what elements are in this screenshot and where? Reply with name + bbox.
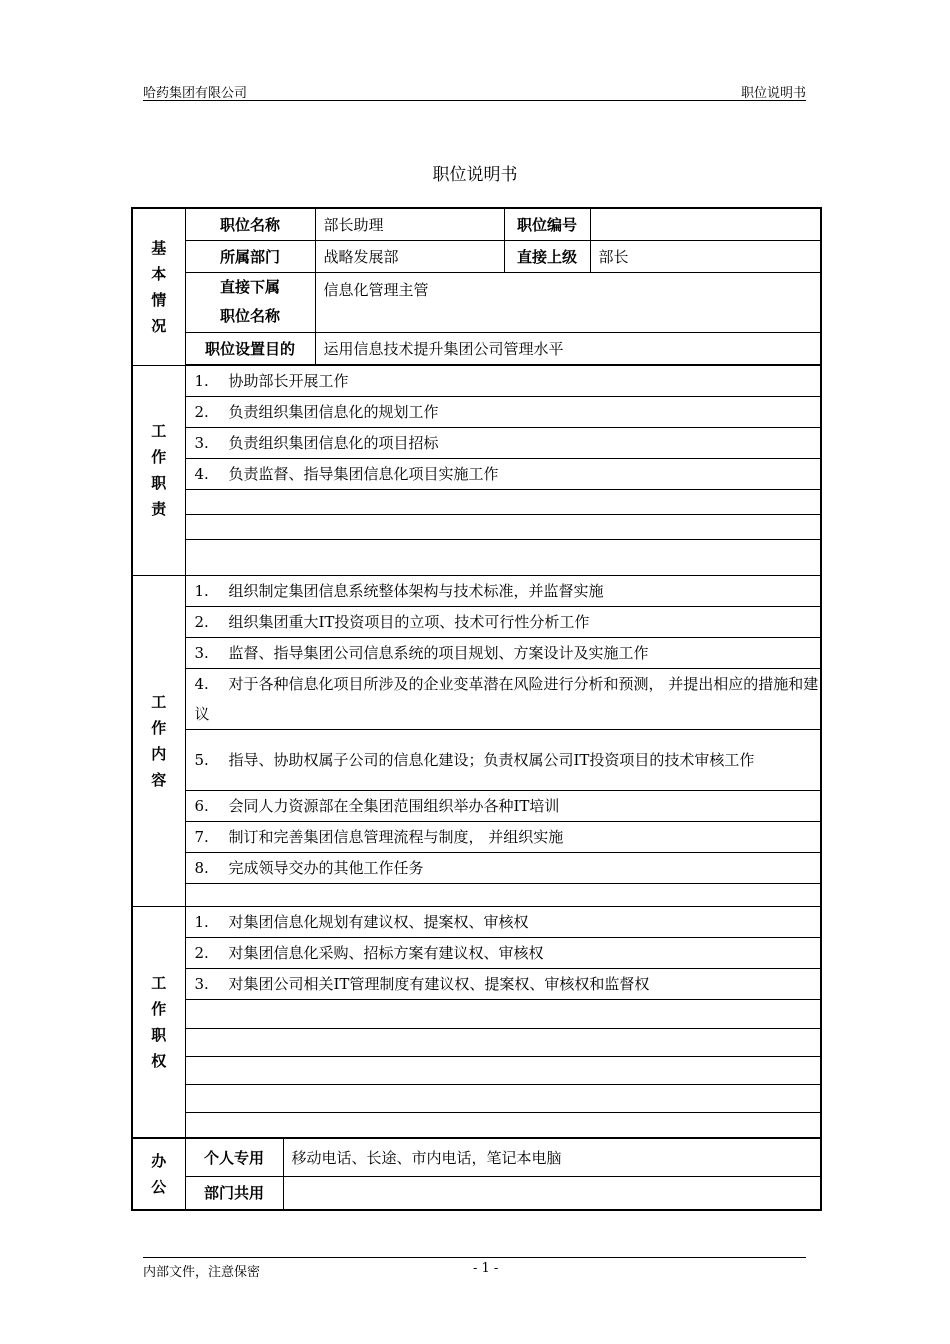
subordinate-label-line2: 职位名称 — [220, 307, 281, 325]
authority-num: 3. — [194, 974, 209, 993]
empty-row — [185, 514, 821, 539]
subordinate-label-line1: 直接下属 — [220, 278, 281, 296]
content-num: 8. — [194, 858, 209, 877]
empty-row — [185, 1028, 821, 1056]
department-value: 战略发展部 — [315, 240, 504, 272]
subordinate-label — [185, 272, 315, 332]
duty-num: 1. — [194, 371, 209, 390]
header-company: 哈药集团有限公司 — [143, 86, 248, 101]
content-item — [185, 575, 821, 606]
position-no-label: 职位编号 — [504, 208, 590, 240]
purpose-value: 运用信息技术提升集团公司管理水平 — [315, 332, 821, 364]
section-office-label: 办公 — [151, 1152, 167, 1196]
section-content — [132, 575, 185, 906]
empty-row — [185, 1112, 821, 1138]
content-text: 组织制定集团信息系统整体架构与技术标准，并监督实施 — [228, 581, 604, 600]
content-num: 1. — [194, 581, 209, 600]
empty-row — [185, 1084, 821, 1112]
duty-item — [185, 427, 821, 458]
superior-label: 直接上级 — [504, 240, 590, 272]
page-footer — [143, 1257, 806, 1282]
position-no-value — [590, 208, 821, 240]
content-item — [185, 821, 821, 852]
duty-item — [185, 458, 821, 489]
page-number: - 1 - — [473, 1261, 499, 1276]
authority-text: 对集团公司相关IT管理制度有建议权、提案权、审核权和监督权 — [228, 974, 650, 993]
content-num: 4. — [194, 674, 209, 693]
duty-item — [185, 396, 821, 427]
empty-row — [185, 999, 821, 1028]
content-num: 7. — [194, 827, 209, 846]
section-authority-label: 工作职权 — [151, 973, 167, 1070]
section-duties — [132, 365, 185, 575]
shared-use-value — [283, 1176, 821, 1210]
section-authority — [132, 906, 185, 1138]
duty-num: 4. — [194, 464, 209, 483]
authority-item — [185, 906, 821, 937]
content-item — [185, 852, 821, 883]
authority-text: 对集团信息化采购、招标方案有建议权、审核权 — [228, 943, 544, 962]
superior-value: 部长 — [590, 240, 821, 272]
duty-num: 2. — [194, 402, 209, 421]
content-text: 对于各种信息化项目所涉及的企业变革潜在风险进行分析和预测， 并提出相应的措施和建议 — [194, 674, 819, 723]
job-description-table — [131, 207, 822, 1211]
position-name-value: 部长助理 — [315, 208, 504, 240]
personal-use-label: 个人专用 — [185, 1138, 283, 1176]
shared-use-label: 部门共用 — [185, 1176, 283, 1210]
empty-row — [185, 1056, 821, 1084]
empty-row — [185, 489, 821, 514]
content-text: 制订和完善集团信息管理流程与制度， 并组织实施 — [228, 827, 564, 846]
authority-text: 对集团信息化规划有建议权、提案权、审核权 — [228, 912, 529, 931]
content-num: 3. — [194, 643, 209, 662]
duty-text: 负责组织集团信息化的项目招标 — [228, 433, 439, 452]
section-basic — [132, 208, 185, 365]
empty-row — [185, 883, 821, 906]
authority-item — [185, 937, 821, 968]
empty-row — [185, 539, 821, 575]
content-text: 监督、指导集团公司信息系统的项目规划、方案设计及实施工作 — [228, 643, 649, 662]
authority-item — [185, 968, 821, 999]
section-duties-label: 工作职责 — [151, 422, 167, 518]
authority-num: 1. — [194, 912, 209, 931]
content-num: 6. — [194, 796, 209, 815]
content-item — [185, 729, 821, 790]
content-item — [185, 790, 821, 821]
personal-use-value: 移动电话、长途、市内电话，笔记本电脑 — [283, 1138, 821, 1176]
document-title: 职位说明书 — [432, 165, 518, 185]
content-text: 组织集团重大IT投资项目的立项、技术可行性分析工作 — [228, 612, 590, 631]
content-num: 5. — [194, 750, 209, 769]
section-office — [132, 1138, 185, 1210]
duty-item — [185, 365, 821, 396]
header-doc-name: 职位说明书 — [740, 86, 806, 101]
section-basic-label: 基本情况 — [151, 238, 167, 335]
duty-text: 负责组织集团信息化的规划工作 — [228, 402, 439, 421]
content-num: 2. — [194, 612, 209, 631]
content-text: 指导、协助权属子公司的信息化建设；负责权属公司IT投资项目的技术审核工作 — [228, 750, 755, 769]
duty-text: 协助部长开展工作 — [228, 371, 349, 390]
content-text: 完成领导交办的其他工作任务 — [228, 858, 424, 877]
content-item — [185, 668, 821, 729]
duty-num: 3. — [194, 433, 209, 452]
content-text: 会同人力资源部在全集团范围组织举办各种IT培训 — [228, 796, 560, 815]
position-name-label: 职位名称 — [185, 208, 315, 240]
authority-num: 2. — [194, 943, 209, 962]
content-item — [185, 637, 821, 668]
purpose-label: 职位设置目的 — [185, 332, 315, 364]
duty-text: 负责监督、指导集团信息化项目实施工作 — [228, 464, 499, 483]
department-label: 所属部门 — [185, 240, 315, 272]
section-content-label: 工作内容 — [151, 692, 167, 789]
footer-note: 内部文件，注意保密 — [143, 1265, 261, 1280]
page-header — [143, 82, 806, 101]
content-item — [185, 606, 821, 637]
subordinate-value: 信息化管理主管 — [315, 272, 821, 332]
